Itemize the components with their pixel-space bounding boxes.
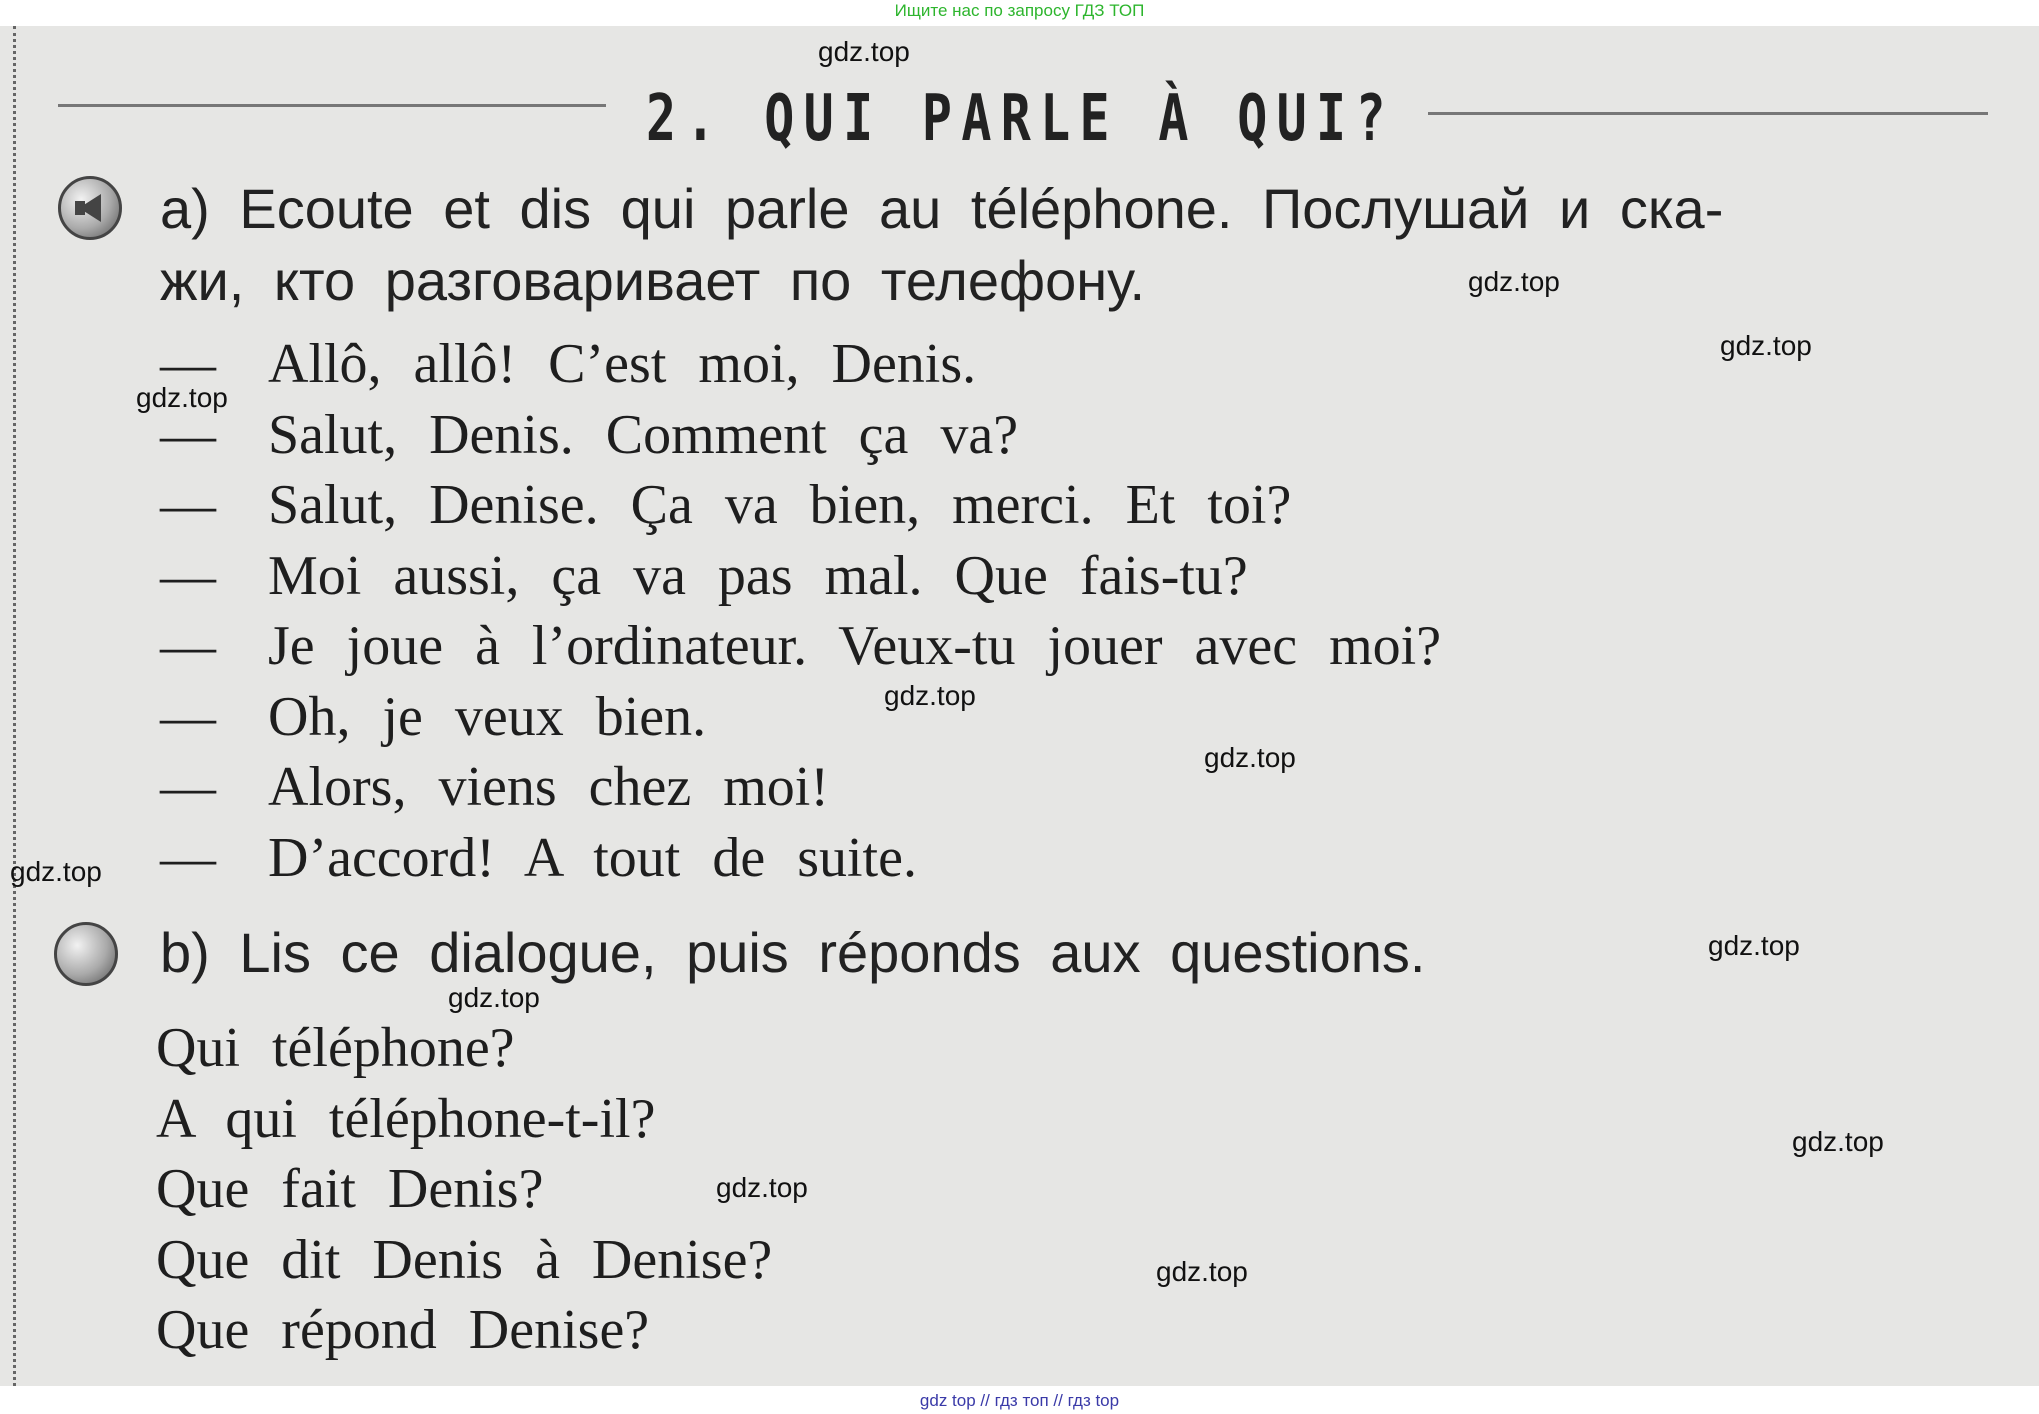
question-line: Que dit Denis à Denise?: [156, 1229, 773, 1291]
dialogue-dash: —: [160, 756, 216, 818]
dialogue-dash: —: [160, 615, 216, 677]
watermark: gdz.top: [1156, 1256, 1248, 1287]
question-line: Que fait Denis?: [156, 1158, 544, 1220]
title-rule-left: [58, 104, 606, 107]
dialogue-line: Alors, viens chez moi!: [268, 756, 829, 818]
dialogue-line: Je joue à l’ordinateur. Veux-tu jouer avec moi?: [268, 615, 1442, 677]
dialogue-dash: —: [160, 686, 216, 748]
title-rule-right: [1428, 112, 1988, 115]
textbook-page: [0, 26, 2039, 1386]
task-a-instruction-line2: жи, кто разговаривает по телефону.: [160, 249, 1146, 312]
question-line: A qui téléphone-t-il?: [156, 1088, 656, 1150]
question-line: Qui téléphone?: [156, 1017, 515, 1079]
section-title: 2. QUI PARLE À QUI?: [646, 82, 1395, 156]
watermark: gdz.top: [448, 982, 540, 1013]
watermark: gdz.top: [10, 856, 102, 887]
watermark: gdz.top: [1720, 330, 1812, 361]
watermark: gdz.top: [1708, 930, 1800, 961]
dialogue-dash: —: [160, 333, 216, 395]
dialogue-line: Allô, allô! C’est moi, Denis.: [268, 333, 977, 395]
watermark: gdz.top: [818, 36, 910, 67]
watermark: gdz.top: [884, 680, 976, 711]
watermark: gdz.top: [1204, 742, 1296, 773]
dialogue-dash: —: [160, 474, 216, 536]
bottom-banner[interactable]: gdz top // гдз топ // гдз top: [919, 1391, 1120, 1410]
task-a-instruction-line1: a) Ecoute et dis qui parle au téléphone. Послушай и ска-: [160, 177, 1724, 240]
watermark: gdz.top: [136, 382, 228, 413]
dialogue-dash: —: [160, 545, 216, 607]
watermark: gdz.top: [716, 1172, 808, 1203]
question-line: Que répond Denise?: [156, 1299, 650, 1361]
speaker-icon: [58, 176, 122, 240]
dialogue-line: D’accord! A tout de suite.: [268, 827, 917, 889]
dialogue-line: Salut, Denis. Comment ça va?: [268, 404, 1019, 466]
watermark: gdz.top: [1468, 266, 1560, 297]
dialogue-line: Oh, je veux bien.: [268, 686, 707, 748]
page-edge-dots: [13, 26, 16, 1386]
task-b-instruction: b) Lis ce dialogue, puis réponds aux questions.: [160, 921, 1426, 984]
ball-icon: [54, 922, 118, 986]
top-banner[interactable]: Ищите нас по запросу ГДЗ ТОП: [894, 1, 1145, 20]
dialogue-dash: —: [160, 827, 216, 889]
dialogue-dash: —: [160, 404, 216, 466]
dialogue-line: Moi aussi, ça va pas mal. Que fais-tu?: [268, 545, 1248, 607]
dialogue-line: Salut, Denise. Ça va bien, merci. Et toi?: [268, 474, 1292, 536]
watermark: gdz.top: [1792, 1126, 1884, 1157]
